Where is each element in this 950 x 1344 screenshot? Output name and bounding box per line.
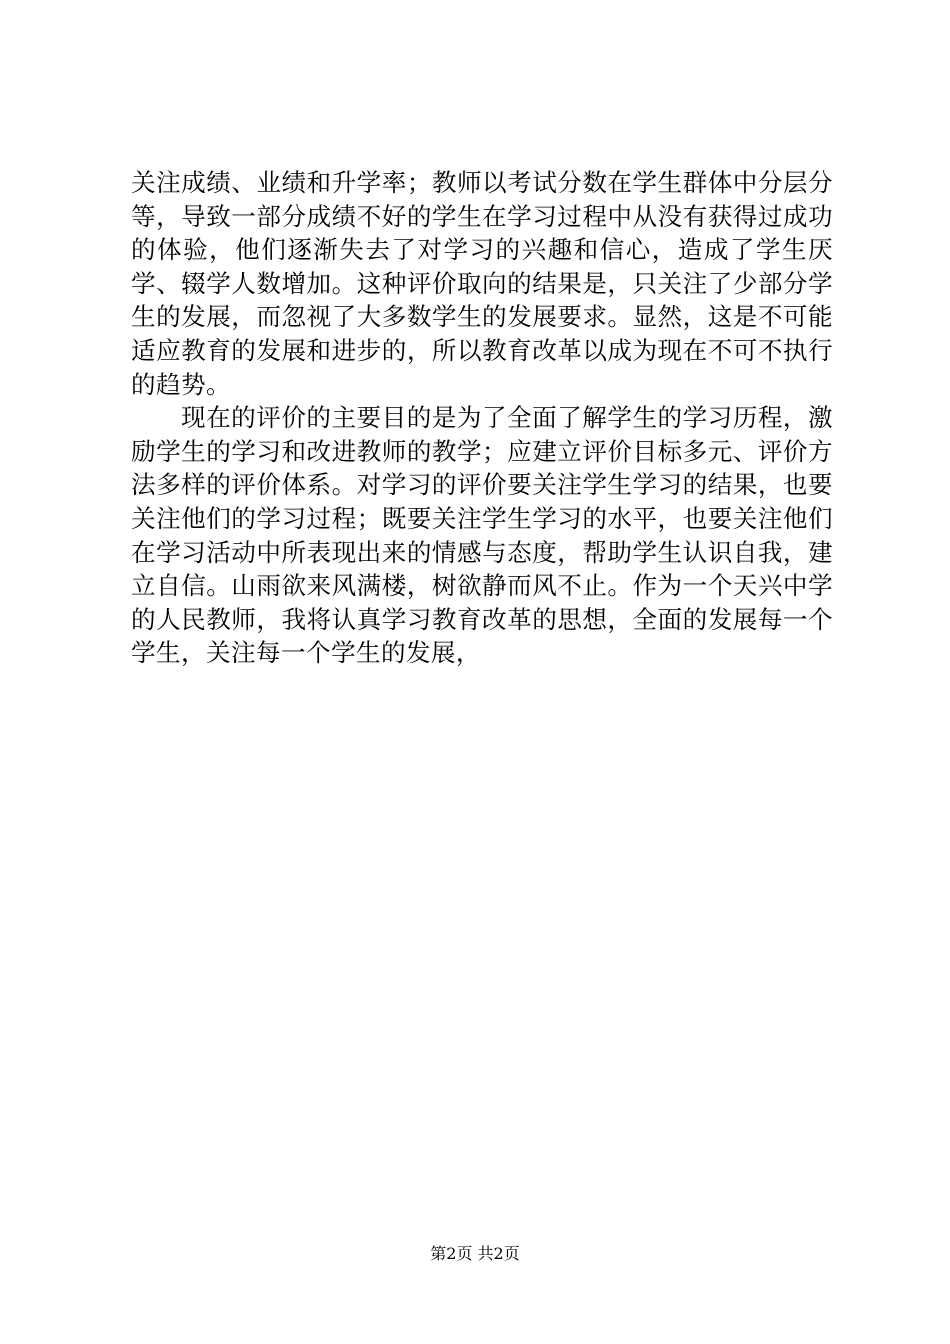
paragraph-2: 现在的评价的主要目的是为了全面了解学生的学习历程，激励学生的学习和改进教师的教学；应建立评价目标多元、评价方法多样的评价体系。对学习的评价要关注学生学习的结果，也要关注他们的学习过程；既要关注学生学习的水平，也要关注他们在学习活动中所表现出来的情感与态度，帮助学生认识自我，建立自信。山雨欲来风满楼，树欲静而风不止。作为一个天兴中学的人民教师，我将认真学习教育改革的思想，全面的发展每一个学生，关注每一个学生的发展，: [131, 403, 833, 668]
body-text: [131, 166, 833, 670]
page-footer: 第2页 共2页: [430, 1244, 520, 1263]
paragraph-1: 关注成绩、业绩和升学率；教师以考试分数在学生群体中分层分等，导致一部分成绩不好的学生在学习过程中从没有获得过成功的体验，他们逐渐失去了对学习的兴趣和信心，造成了学生厌学、辍学人数增加。这种评价取向的结果是，只关注了少部分学生的发展，而忽视了大多数学生的发展要求。显然，这是不可能适应教育的发展和进步的，所以教育改革以成为现在不可不执行的趋势。: [131, 168, 833, 399]
